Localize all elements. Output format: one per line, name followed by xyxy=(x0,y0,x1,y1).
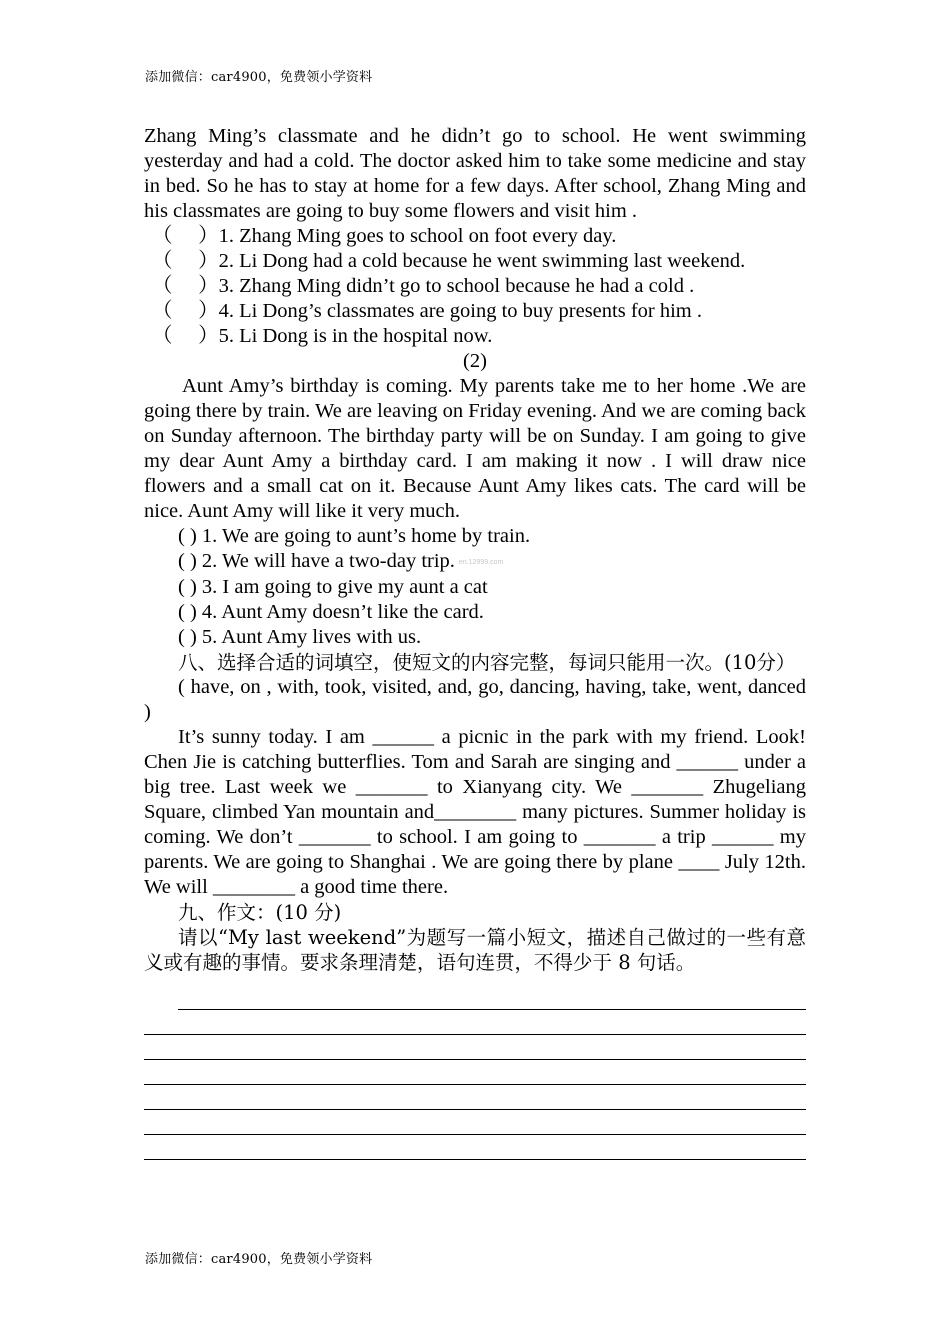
footer-note: 添加微信：car4900，免费领小学资料 xyxy=(145,1252,373,1267)
passage-1-question-4: （ ）4. Li Dong’s classmates are going to buy presents for him . xyxy=(152,300,702,322)
worksheet-content xyxy=(144,124,806,1160)
section-8-cloze-text: It’s sunny today. I am ______ a picnic in the park with my friend. Look! Chen Jie is catching butterflies. Tom and Sarah are singing and ______ under a big tree. Last week we _______ to Xianyang city. We _______ Zhugeliang Square, climbed Yan mountain and________ many pictures. Summer holiday is coming. We don’t _______ to school. I am going to _______ a trip ______ my parents. We are going to Shanghai . We are going there by plane ____ July 12th. We will ________ a good time there. xyxy=(144,725,806,898)
passage-2-question-4: ( ) 4. Aunt Amy doesn’t like the card. xyxy=(178,600,484,623)
section-9-title: 九、作文：(10 分) xyxy=(178,900,342,924)
passage-2-number: (2) xyxy=(463,350,487,372)
writing-line[interactable] xyxy=(144,1060,806,1085)
passage-2-question-2-text: ( ) 2. We will have a two-day trip. xyxy=(178,550,455,572)
passage-1-text: Zhang Ming’s classmate and he didn’t go to school. He went swimming yesterday and had a cold. The doctor asked him to take some medicine and stay in bed. So he has to stay at home for a few days. After school, Zhang Ming and his classmates are going to buy some flowers and visit him . xyxy=(144,125,806,222)
section-8-word-bank: ( have, on , with, took, visited, and, go, dancing, having, take, went, danced ) xyxy=(144,675,806,723)
writing-line[interactable] xyxy=(144,1135,806,1160)
watermark-text: en.12999.com xyxy=(458,558,504,566)
passage-1-question-5: （ ）5. Li Dong is in the hospital now. xyxy=(152,325,493,347)
passage-2-question-3: ( ) 3. I am going to give my aunt a cat xyxy=(178,575,488,598)
header-note: 添加微信：car4900，免费领小学资料 xyxy=(145,70,373,85)
passage-1-question-3: （ ）3. Zhang Ming didn’t go to school because he had a cold . xyxy=(152,275,695,297)
writing-line[interactable] xyxy=(144,1085,806,1110)
writing-line[interactable] xyxy=(144,1035,806,1060)
writing-line[interactable] xyxy=(144,1110,806,1135)
passage-2-text: Aunt Amy’s birthday is coming. My parents take me to her home .We are going there by train. We are leaving on Friday evening. And we are coming back on Sunday afternoon. The birthday party will be on Sunday. I am going to give my dear Aunt Amy a birthday card. I am making it now . I will draw nice flowers and a small cat on it. Because Aunt Amy likes cats. The card will be nice. Aunt Amy will like it very much. xyxy=(144,375,806,522)
passage-1-question-1: （ ）1. Zhang Ming goes to school on foot every day. xyxy=(152,225,617,247)
writing-lines xyxy=(144,985,806,1160)
writing-line[interactable] xyxy=(144,1010,806,1035)
section-9-instruction: 请以“My last weekend”为题写一篇小短文，描述自己做过的一些有意义或有趣的事情。要求条理清楚，语句连贯，不得少于 8 句话。 xyxy=(144,925,806,974)
writing-line[interactable] xyxy=(178,985,806,1010)
passage-2-question-2 xyxy=(144,549,806,575)
passage-2-question-5: ( ) 5. Aunt Amy lives with us. xyxy=(178,625,422,648)
passage-2-question-1: ( ) 1. We are going to aunt’s home by train. xyxy=(178,525,531,547)
passage-1-question-2: （ ）2. Li Dong had a cold because he went swimming last weekend. xyxy=(152,250,746,272)
section-8-title: 八、选择合适的词填空，使短文的内容完整，每词只能用一次。(10分） xyxy=(178,650,796,674)
